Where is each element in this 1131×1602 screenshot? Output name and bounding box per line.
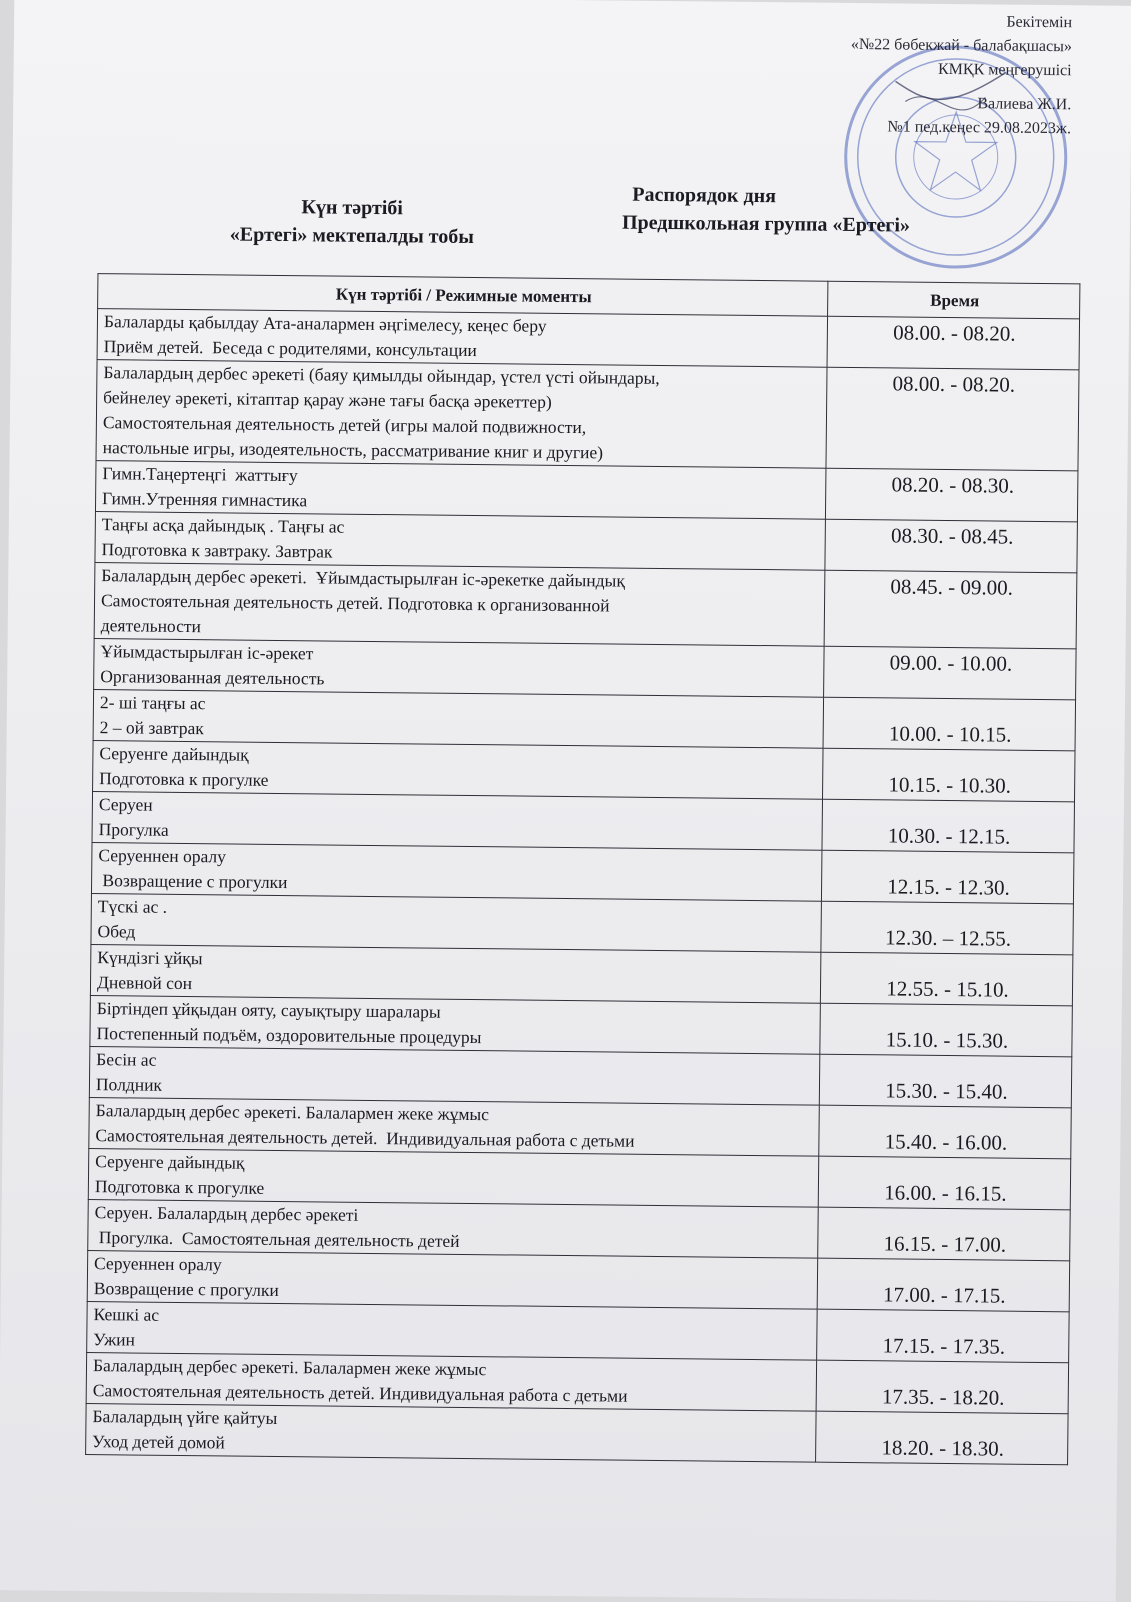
activity-line: Обед bbox=[97, 921, 136, 942]
activity-line: Ұйымдастырылған іс-әрекет bbox=[100, 641, 314, 664]
table-row bbox=[96, 360, 1079, 471]
activity-line: Балаларды қабылдау Ата-аналармен әңгімелесу, кеңес беру bbox=[103, 311, 547, 336]
time-cell: 10.30. - 12.15. bbox=[822, 799, 1075, 853]
activity-cell bbox=[91, 894, 821, 953]
heading-kazakh bbox=[162, 192, 543, 252]
approval-block bbox=[741, 8, 1072, 141]
activity-cell bbox=[89, 1047, 819, 1106]
time-cell: 08.20. - 08.30. bbox=[825, 468, 1078, 522]
activity-line: Серуенге дайындық bbox=[99, 743, 249, 765]
schedule-table bbox=[85, 273, 1080, 1465]
activity-line: Гимн.Таңертеңгі жаттығу bbox=[102, 463, 298, 486]
time-cell: 08.30. - 08.45. bbox=[825, 519, 1078, 573]
activity-line: Дневной сон bbox=[96, 972, 193, 994]
column-header-time: Время bbox=[828, 281, 1080, 319]
activity-line: Подготовка к прогулке bbox=[99, 768, 269, 790]
activity-line: Прогулка bbox=[98, 819, 169, 840]
activity-line: Подготовка к прогулке bbox=[94, 1176, 265, 1198]
activity-line: Балалардың дербес әрекеті. Балалармен жеке жұмыс bbox=[95, 1100, 490, 1125]
time-cell: 15.10. - 15.30. bbox=[820, 1003, 1073, 1057]
activity-cell bbox=[93, 690, 823, 749]
activity-line: Самостоятельная деятельность детей. Индивидуальная работа с детьми bbox=[95, 1125, 635, 1151]
schedule-body bbox=[86, 309, 1080, 1465]
time-cell: 16.15. - 17.00. bbox=[818, 1207, 1071, 1261]
activity-line: Кешкі ас bbox=[93, 1304, 160, 1325]
activity-line: Самостоятельная деятельность детей. Подготовка к организованной bbox=[100, 590, 610, 616]
time-cell: 16.00. - 16.15. bbox=[818, 1156, 1071, 1210]
time-cell: 10.15. - 10.30. bbox=[823, 748, 1076, 802]
activity-cell bbox=[93, 741, 823, 800]
time-cell: 09.00. - 10.00. bbox=[824, 646, 1077, 700]
activity-cell bbox=[88, 1200, 818, 1259]
activity-line: деятельности bbox=[100, 615, 202, 637]
activity-line: Таңғы асқа дайындық . Таңғы ас bbox=[101, 514, 345, 537]
activity-cell bbox=[86, 1353, 816, 1412]
activity-cell bbox=[97, 309, 827, 368]
heading-ru-group: Предшкольная группа «Ертегі» bbox=[621, 211, 911, 237]
activity-cell bbox=[87, 1302, 817, 1361]
time-cell: 12.55. - 15.10. bbox=[820, 952, 1073, 1006]
activity-line: Возвращение с прогулки bbox=[98, 870, 288, 893]
activity-line: 2 – ой завтрак bbox=[99, 717, 204, 739]
approval-title: Бекітемін bbox=[1006, 13, 1073, 32]
activity-line: 2- ші таңғы ас bbox=[99, 692, 206, 714]
activity-line: Самостоятельная деятельность детей (игры малой подвижности, bbox=[102, 412, 587, 438]
activity-cell bbox=[90, 945, 820, 1004]
activity-cell bbox=[96, 360, 827, 469]
column-header-activity: Күн тәртібі / Режимные моменты bbox=[98, 274, 828, 317]
table-row bbox=[94, 563, 1077, 649]
activity-cell bbox=[89, 1098, 819, 1157]
time-cell: 17.15. - 17.35. bbox=[817, 1309, 1070, 1363]
activity-cell bbox=[95, 461, 825, 520]
time-cell: 18.20. - 18.30. bbox=[816, 1411, 1069, 1465]
heading-kz-title: Күн тәртібі bbox=[301, 196, 404, 220]
time-cell: 12.30. – 12.55. bbox=[821, 901, 1074, 955]
approval-council-reference: №1 пед.кеңес 29.08.2023ж. bbox=[887, 118, 1072, 138]
activity-line: Түскі ас . bbox=[97, 896, 168, 917]
approval-institution: «№22 бөбекжай - балабақшасы» bbox=[850, 35, 1072, 56]
time-cell: 08.00. - 08.20. bbox=[826, 367, 1079, 471]
activity-line: Постепенный подъём, оздоровительные процедуры bbox=[96, 1023, 482, 1048]
activity-line: Серуенге дайындық bbox=[95, 1151, 245, 1173]
activity-line: Подготовка к завтраку. Завтрак bbox=[101, 539, 333, 562]
activity-cell bbox=[91, 843, 821, 902]
activity-line: Серуеннен оралу bbox=[98, 845, 227, 867]
activity-line: Серуен. Балалардың дербес әрекеті bbox=[94, 1202, 359, 1225]
activity-line: Приём детей. Беседа с родителями, консультации bbox=[103, 336, 477, 361]
time-cell: 08.45. - 09.00. bbox=[824, 570, 1077, 649]
activity-line: Самостоятельная деятельность детей. Индивидуальная работа с детьми bbox=[92, 1380, 628, 1406]
activity-cell bbox=[87, 1251, 817, 1310]
activity-line: Балалардың дербес әрекеті. Ұйымдастырылған іс-әрекетке дайындық bbox=[101, 565, 625, 591]
activity-cell bbox=[92, 792, 822, 851]
activity-line: Күндізгі ұйқы bbox=[97, 947, 203, 969]
activity-line: Бесін ас bbox=[96, 1049, 157, 1070]
activity-line: Біртіндеп ұйқыдан ояту, сауықтыру шаралары bbox=[96, 998, 441, 1022]
activity-line: Гимн.Утренняя гимнастика bbox=[102, 488, 308, 511]
time-cell: 17.35. - 18.20. bbox=[816, 1360, 1069, 1414]
activity-line: бейнелеу әрекеті, кітаптар қарау және тағы басқа әрекеттер) bbox=[103, 387, 552, 412]
time-cell: 17.00. - 17.15. bbox=[817, 1258, 1070, 1312]
activity-cell bbox=[95, 512, 825, 571]
heading-ru-title: Распорядок дня bbox=[632, 183, 777, 208]
time-cell: 15.40. - 16.00. bbox=[819, 1105, 1072, 1159]
activity-line: Серуеннен оралу bbox=[93, 1253, 222, 1275]
activity-cell bbox=[90, 996, 820, 1055]
activity-cell bbox=[86, 1404, 816, 1463]
activity-line: Полдник bbox=[95, 1074, 163, 1095]
heading-russian bbox=[622, 181, 1043, 241]
approval-position: КМҚК меңгерушісі bbox=[937, 60, 1072, 80]
approval-signatory: Валиева Ж.И. bbox=[977, 95, 1072, 114]
activity-line: настольные игры, изодеятельность, рассматривание книг и другие) bbox=[102, 437, 604, 463]
time-cell: 08.00. - 08.20. bbox=[827, 316, 1080, 370]
activity-line: Прогулка. Самостоятельная деятельность детей bbox=[94, 1227, 460, 1251]
activity-line: Возвращение с прогулки bbox=[93, 1278, 279, 1301]
time-cell: 10.00. - 10.15. bbox=[823, 697, 1076, 751]
heading-kz-group: «Ертегі» мектепалды тобы bbox=[229, 223, 475, 249]
activity-line: Организованная деятельность bbox=[100, 666, 325, 689]
activity-line: Уход детей домой bbox=[92, 1431, 225, 1453]
activity-cell bbox=[94, 639, 824, 698]
activity-line: Балалардың үйге қайтуы bbox=[92, 1406, 278, 1429]
activity-line: Балалардың дербес әрекеті. Балалармен жеке жұмыс bbox=[92, 1355, 487, 1380]
activity-line: Серуен bbox=[98, 794, 153, 815]
activity-line: Ужин bbox=[93, 1329, 136, 1350]
activity-line: Балалардың дербес әрекеті (баяу қимылды ойындар, үстел үсті ойындары, bbox=[103, 362, 660, 388]
time-cell: 15.30. - 15.40. bbox=[819, 1054, 1072, 1108]
time-cell: 12.15. - 12.30. bbox=[821, 850, 1074, 904]
activity-cell bbox=[88, 1149, 818, 1208]
activity-cell bbox=[94, 563, 825, 647]
table-row bbox=[86, 1404, 1068, 1465]
